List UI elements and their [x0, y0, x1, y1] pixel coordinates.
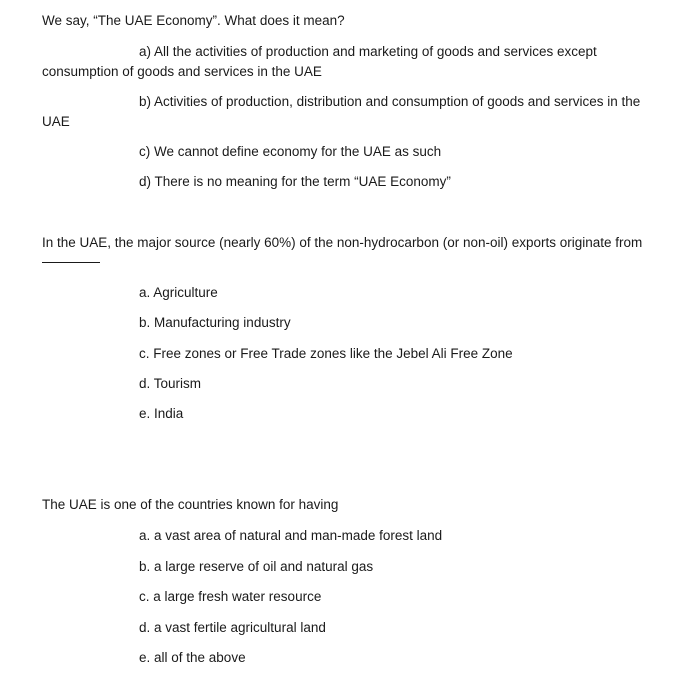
question-1-option-b: b) Activities of production, distribution and consumption of goods and services in the — [139, 94, 641, 109]
question-1-option-c: c) We cannot define economy for the UAE as such — [139, 144, 442, 159]
question-3-option-b: b. a large reserve of oil and natural gas — [139, 559, 374, 574]
question-2-option-e: e. India — [139, 406, 184, 421]
question-1-option-b-continued: UAE — [42, 114, 70, 129]
question-3-option-e: e. all of the above — [139, 650, 246, 665]
question-2-option-d: d. Tourism — [139, 376, 202, 391]
question-1-option-a-continued: consumption of goods and services in the UAE — [42, 64, 322, 79]
question-3-option-a: a. a vast area of natural and man-made forest land — [139, 528, 443, 543]
question-2-option-b: b. Manufacturing industry — [139, 315, 291, 330]
answer-blank-line — [42, 262, 100, 263]
question-2-stem: In the UAE, the major source (nearly 60%) of the non-hydrocarbon (or non-oil) exports originate from — [42, 235, 643, 250]
question-2-option-c: c. Free zones or Free Trade zones like the Jebel Ali Free Zone — [139, 346, 513, 361]
question-2-option-a: a. Agriculture — [139, 285, 218, 300]
question-3-stem: The UAE is one of the countries known for having — [42, 497, 339, 512]
question-3-option-c: c. a large fresh water resource — [139, 589, 322, 604]
question-1-option-a: a) All the activities of production and marketing of goods and services except — [139, 44, 597, 59]
question-1-stem: We say, “The UAE Economy”. What does it mean? — [42, 13, 345, 28]
question-3-option-d: d. a vast fertile agricultural land — [139, 620, 326, 635]
question-1-option-d: d) There is no meaning for the term “UAE Economy” — [139, 174, 451, 189]
